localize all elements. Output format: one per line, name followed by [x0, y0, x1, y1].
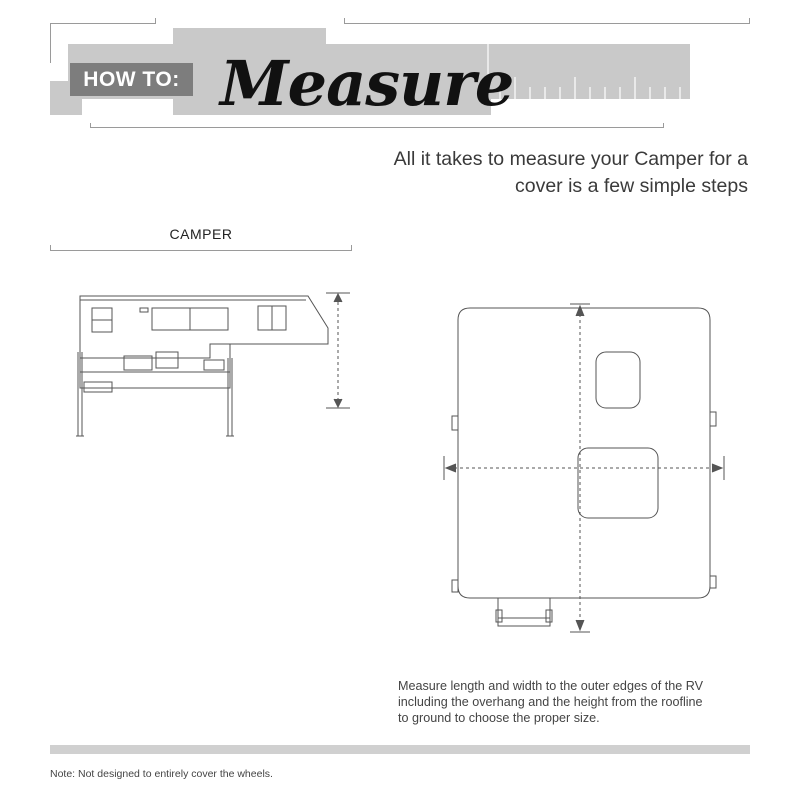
- instructions-line-3: to ground to choose the proper size.: [398, 711, 600, 725]
- howto-label: HOW TO:: [70, 63, 193, 96]
- header-underline: [90, 127, 664, 128]
- camper-rule-tick-left: [50, 245, 51, 251]
- camper-side-view-illustration: [70, 288, 360, 443]
- corner-line-left: [50, 23, 51, 63]
- top-right-line: [344, 23, 750, 24]
- page-title: Measure: [220, 47, 514, 120]
- tagline: [328, 146, 748, 200]
- tagline-line-1: All it takes to measure your Camper for a: [393, 148, 748, 170]
- top-right-tick-right: [749, 18, 750, 24]
- camper-label-rule: [50, 250, 352, 251]
- instructions-line-1: Measure length and width to the outer edges of the RV: [398, 679, 704, 693]
- camper-top-view-illustration: [440, 300, 730, 640]
- corner-line-top: [50, 23, 156, 24]
- tagline-line-2: cover is a few simple steps: [514, 175, 748, 197]
- top-right-tick-left: [344, 18, 345, 24]
- header-bar-small: [173, 28, 326, 44]
- footer-note: Note: Not designed to entirely cover the wheels.: [50, 768, 273, 780]
- measure-instructions: [398, 678, 758, 726]
- corner-tick-top: [155, 18, 156, 24]
- camper-rule-tick-right: [351, 245, 352, 251]
- header-underline-tick-left: [90, 123, 91, 128]
- ruler-icon: [488, 44, 690, 99]
- camper-label: CAMPER: [169, 226, 233, 242]
- instructions-line-2: including the overhang and the height from the roofline: [398, 695, 703, 709]
- header-underline-tick-right: [663, 123, 664, 128]
- footer-divider-bar: [50, 745, 750, 754]
